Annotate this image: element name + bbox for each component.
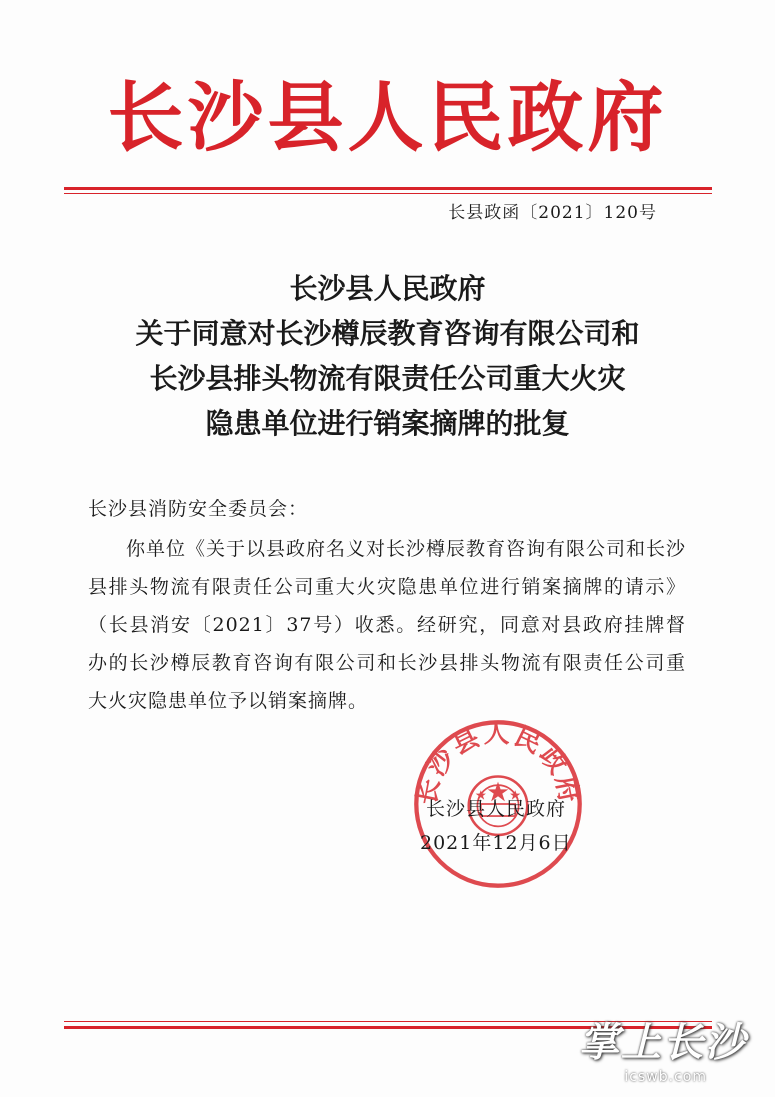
title-line: 隐患单位进行销案摘牌的批复: [205, 407, 570, 440]
salutation: 长沙县消防安全委员会：: [88, 498, 309, 520]
watermark-logo: [527, 1018, 747, 1094]
document-title: [0, 266, 775, 446]
red-rule-top-thin: [64, 193, 712, 194]
watermark-brand: 掌上长沙: [579, 1020, 747, 1066]
title-line: 长沙县排头物流有限责任公司重大火灾: [149, 362, 626, 395]
title-line: 长沙县人民政府: [289, 272, 486, 305]
watermark-url: icswb.com: [624, 1069, 707, 1085]
document-number: 长县政函〔2021〕120号: [448, 203, 657, 223]
signing-date: 2021年12月6日: [420, 832, 572, 854]
body-paragraph: 你单位《关于以县政府名义对长沙樽辰教育咨询有限公司和长沙县排头物流有限责任公司重大火灾隐患单位进行销案摘牌的请示》（长县消安〔2021〕37号）收悉。经研究，同意对县政府挂牌督办的长沙樽辰教育咨询有限公司和长沙县排头物流有限责任公司重大火灾隐患单位予以销案摘牌。: [88, 538, 687, 712]
seal-text: 长沙县人民政府: [412, 719, 584, 808]
letterhead-title: 长沙县人民政府: [107, 73, 668, 162]
red-rule-top-thick: [64, 187, 712, 190]
title-line: 关于同意对长沙樽辰教育咨询有限公司和: [135, 317, 640, 350]
signer: 长沙县人民政府: [426, 798, 567, 820]
